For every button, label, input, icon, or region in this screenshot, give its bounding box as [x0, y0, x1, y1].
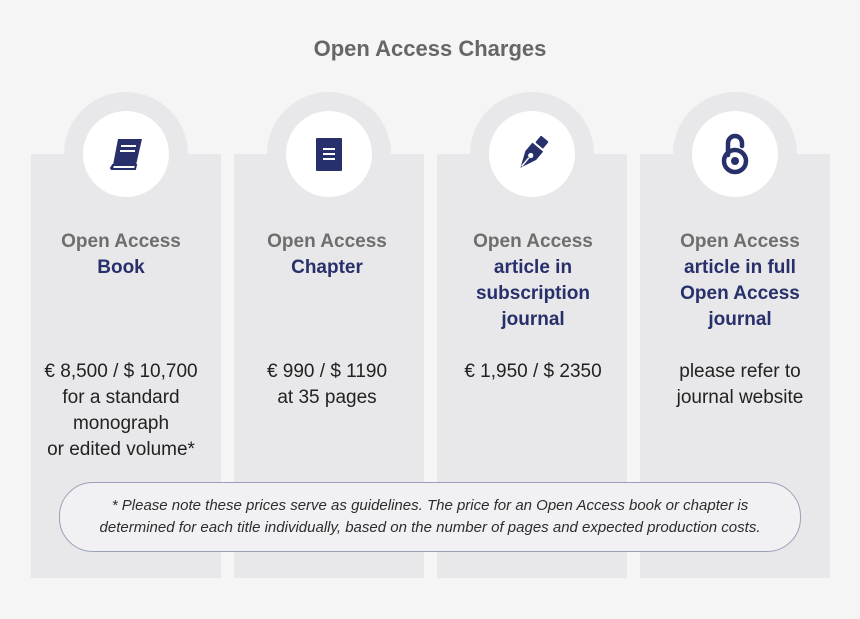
- column-heading: Open Access article in full Open Access journal: [680, 231, 800, 330]
- page-title: Open Access Charges: [313, 36, 547, 61]
- fountain-pen-icon: [510, 132, 554, 176]
- column-price: € 990 / $ 1190 at 35 pages: [266, 361, 388, 408]
- icon-circle: [83, 111, 169, 197]
- book-icon: [106, 134, 146, 174]
- document-icon: [309, 134, 349, 174]
- column-heading: Open Access Book: [61, 231, 181, 278]
- icon-circle: [692, 111, 778, 197]
- column-price: please refer to journal website: [676, 361, 804, 408]
- icon-circle: [489, 111, 575, 197]
- pricing-note: * Please note these prices serve as guidelines. The price for an Open Access book or chapter is determined for each title individually, based on the number of pages and expected production costs.: [59, 482, 801, 552]
- column-price: € 8,500 / $ 10,700 for a standard monograph or edited volume*: [44, 361, 198, 460]
- column-price: € 1,950 / $ 2350: [464, 361, 602, 382]
- column-heading: Open Access Chapter: [267, 231, 387, 278]
- icon-circle: [286, 111, 372, 197]
- column-heading: Open Access article in subscription journal: [473, 231, 593, 330]
- open-lock-icon: [715, 132, 755, 176]
